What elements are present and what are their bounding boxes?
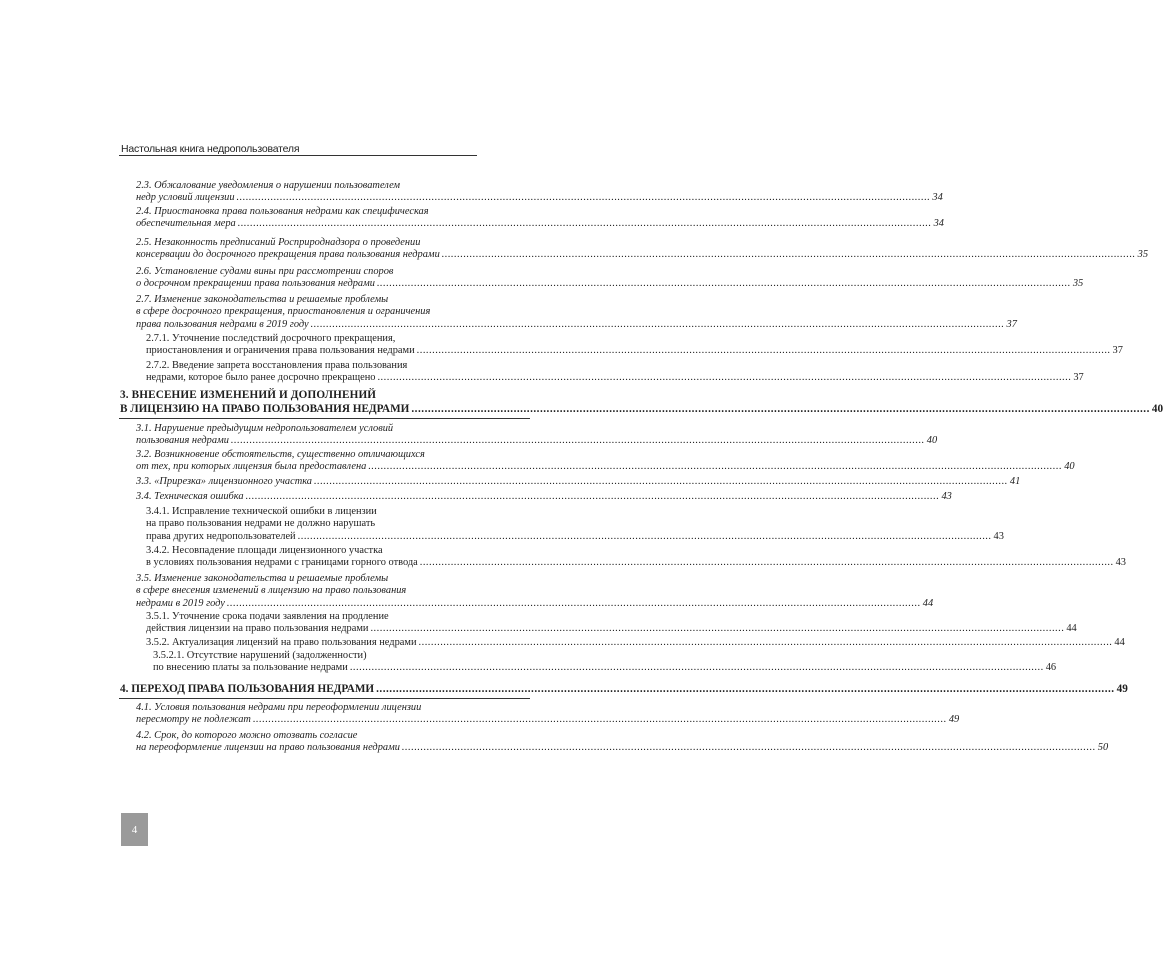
dot-leader: ................................................................................................................................................................................................................................ <box>236 192 931 204</box>
toc-page-number: 44 <box>1066 623 1077 635</box>
toc-entry-line: 2.4. Приостановка права пользования недрами как специфическая <box>136 206 429 217</box>
toc-entry-line: от тех, при которых лицензия была предоставлена <box>136 461 367 473</box>
toc-entry-line: о досрочном прекращении права пользования недрами <box>136 278 375 290</box>
page-number: 4 <box>131 823 138 836</box>
toc-entry-line: 3.3. «Прирезка» лицензионного участка <box>136 476 313 487</box>
toc-entry-line: 3.5.2.1. Отсутствие нарушений (задолженности) <box>153 650 367 661</box>
toc-page-number: 43 <box>993 530 1004 542</box>
toc-page-number: 43 <box>941 491 952 502</box>
toc-entry-line: недр условий лицензии <box>136 192 235 204</box>
toc-page-number: 37 <box>1006 318 1017 330</box>
toc-page-number: 49 <box>1116 683 1128 695</box>
toc-entry[interactable] <box>146 333 1123 358</box>
toc-entry-line: действия лицензии на право пользования недрами <box>146 623 369 635</box>
toc-entry[interactable] <box>136 294 1017 331</box>
toc-entry[interactable] <box>136 476 1021 488</box>
toc-page-number: 34 <box>932 192 943 204</box>
dot-leader: ................................................................................................................................................................................................................................ <box>314 476 1008 487</box>
dot-leader: ................................................................................................................................................................................................................................ <box>401 742 1096 754</box>
dot-leader: ................................................................................................................................................................................................................................ <box>230 435 925 447</box>
chapter-rule <box>119 698 530 699</box>
toc-chapter-entry[interactable] <box>120 389 1163 416</box>
running-header: Настольная книга недропользователя <box>121 143 300 155</box>
toc-page-number: 50 <box>1097 742 1109 754</box>
toc-entry-line: пересмотру не подлежат <box>136 714 251 726</box>
toc-entry-line: 3.5. Изменение законодательства и решаемые проблемы <box>136 573 389 584</box>
toc-entry-line: 3.4. Техническая ошибка <box>136 491 244 502</box>
toc-entry[interactable] <box>136 266 1084 291</box>
toc-entry[interactable] <box>136 491 952 503</box>
toc-entry-line: 2.7. Изменение законодательства и решаемые проблемы <box>136 294 389 305</box>
dot-leader: ................................................................................................................................................................................................................................ <box>297 530 992 542</box>
toc-entry-line: недрами, которое было ранее досрочно прекращено <box>146 372 376 384</box>
dot-leader: ................................................................................................................................................................................................................................ <box>349 662 1044 674</box>
chapter-rule <box>119 418 530 419</box>
toc-entry-line: консервации до досрочного прекращения права пользования недрами <box>136 249 440 261</box>
toc-entry-line: по внесению платы за пользование недрами <box>153 662 348 674</box>
toc-entry-line: права пользования недрами в 2019 году <box>136 318 309 330</box>
toc-entry[interactable] <box>136 730 1109 755</box>
dot-leader: ................................................................................................................................................................................................................................ <box>416 345 1111 357</box>
toc-entry-line: 4. ПЕРЕХОД ПРАВА ПОЛЬЗОВАНИЯ НЕДРАМИ <box>120 683 375 695</box>
toc-entry-line: 3. ВНЕСЕНИЕ ИЗМЕНЕНИЙ И ДОПОЛНЕНИЙ <box>120 389 377 401</box>
toc-entry-line: 3.1. Нарушение предыдущим недропользователем условий <box>136 423 394 434</box>
dot-leader: ................................................................................................................................................................................................................................ <box>252 714 947 726</box>
toc-entry-line: 3.5.2. Актуализация лицензий на право пользования недрами <box>146 637 417 648</box>
toc-entry[interactable] <box>146 545 1126 570</box>
dot-leader: ................................................................................................................................................................................................................................ <box>245 491 940 502</box>
toc-entry-line: 4.2. Срок, до которого можно отозвать согласие <box>136 730 358 741</box>
toc-page-number: 44 <box>1114 637 1125 648</box>
toc-page-number: 37 <box>1112 345 1123 357</box>
toc-entry-line: 3.4.1. Исправление технической ошибки в лицензии <box>146 506 377 517</box>
toc-entry-line: 2.7.2. Введение запрета восстановления права пользования <box>146 360 408 371</box>
toc-page-number: 46 <box>1045 662 1057 674</box>
toc-entry-line: 4.1. Условия пользования недрами при переоформлении лицензии <box>136 702 422 713</box>
toc-page-number: 37 <box>1073 372 1084 384</box>
toc-entry[interactable] <box>136 206 944 231</box>
toc-entry-line: 2.3. Обжалование уведомления о нарушении пользователем <box>136 180 401 191</box>
dot-leader: ................................................................................................................................................................................................................................ <box>441 249 1136 261</box>
toc-entry-line: 3.2. Возникновение обстоятельств, существенно отличающихся <box>136 449 425 460</box>
toc-entry[interactable] <box>146 506 1004 543</box>
toc-entry-line: 2.6. Установление судами вины при рассмотрении споров <box>136 266 394 277</box>
dot-leader: ................................................................................................................................................................................................................................ <box>419 557 1114 569</box>
toc-entry-line: 3.4.2. Несовпадение площади лицензионного участка <box>146 545 383 556</box>
toc-page-number: 43 <box>1115 557 1126 569</box>
toc-entry-line: 2.5. Незаконность предписаний Росприроднадзора о проведении <box>136 237 421 248</box>
dot-leader: ................................................................................................................................................................................................................................ <box>237 218 932 230</box>
toc-entry-line: В ЛИЦЕНЗИЮ НА ПРАВО ПОЛЬЗОВАНИЯ НЕДРАМИ <box>120 402 410 415</box>
toc-entry[interactable] <box>136 237 1149 262</box>
toc-entry-line: 3.5.1. Уточнение срока подачи заявления на продление <box>146 611 389 622</box>
toc-entry[interactable] <box>136 423 938 448</box>
toc-entry[interactable] <box>146 360 1084 385</box>
toc-entry[interactable] <box>146 611 1077 636</box>
toc-entry-line: пользования недрами <box>136 435 229 447</box>
toc-page-number: 35 <box>1072 278 1084 290</box>
toc-page-number: 40 <box>1064 461 1075 473</box>
toc-page-number: 35 <box>1137 249 1149 261</box>
toc-entry-line: в сфере внесения изменений в лицензию на право пользования <box>136 585 407 597</box>
dot-leader: ................................................................................................................................................................................................................................ <box>310 318 1005 330</box>
dot-leader: ................................................................................................................................................................................................................................ <box>418 637 1113 648</box>
dot-leader: ................................................................................................................................................................................................................................ <box>226 597 921 609</box>
toc-entry[interactable] <box>153 650 1057 675</box>
toc-entry-line: недрами в 2019 году <box>136 597 225 609</box>
toc-page-number: 49 <box>948 714 960 726</box>
toc-entry-line: 2.7.1. Уточнение последствий досрочного прекращения, <box>146 333 396 344</box>
toc-entry-line: обеспечительная мера <box>136 218 236 230</box>
dot-leader: ................................................................................................................................................................................................................................ <box>376 278 1071 290</box>
toc-entry[interactable] <box>146 637 1125 649</box>
toc-entry-line: права других недропользователей <box>146 530 296 542</box>
dot-leader: ................................................................................................................................................................................................................................ <box>368 461 1063 473</box>
toc-entry-line: на переоформление лицензии на право пользования недрами <box>136 742 400 754</box>
toc-entry-line: на право пользования недрами не должно нарушать <box>146 518 376 530</box>
dot-leader: ................................................................................................................................................................................................................................ <box>411 402 1150 415</box>
toc-entry[interactable] <box>136 180 943 205</box>
toc-page-number: 40 <box>1151 402 1163 415</box>
dot-leader: ................................................................................................................................................................................................................................ <box>370 623 1065 635</box>
toc-entry[interactable] <box>136 573 934 610</box>
toc-page-number: 44 <box>922 597 934 609</box>
toc-entry-line: в сфере досрочного прекращения, приостановления и ограничения <box>136 306 431 318</box>
dot-leader: ................................................................................................................................................................................................................................ <box>377 372 1072 384</box>
toc-page-number: 41 <box>1009 476 1021 487</box>
toc-entry[interactable] <box>136 702 960 727</box>
toc-page-number: 34 <box>933 218 944 230</box>
page-number-box <box>121 813 148 846</box>
toc-page-number: 40 <box>926 435 938 447</box>
toc-entry-line: приостановления и ограничения права пользования недрами <box>146 345 415 357</box>
toc-chapter-entry[interactable] <box>120 683 1128 697</box>
toc-entry-line: в условиях пользования недрами с границами горного отвода <box>146 557 418 569</box>
toc-entry[interactable] <box>136 449 1075 474</box>
dot-leader: ................................................................................................................................................................................................................................ <box>376 683 1115 695</box>
